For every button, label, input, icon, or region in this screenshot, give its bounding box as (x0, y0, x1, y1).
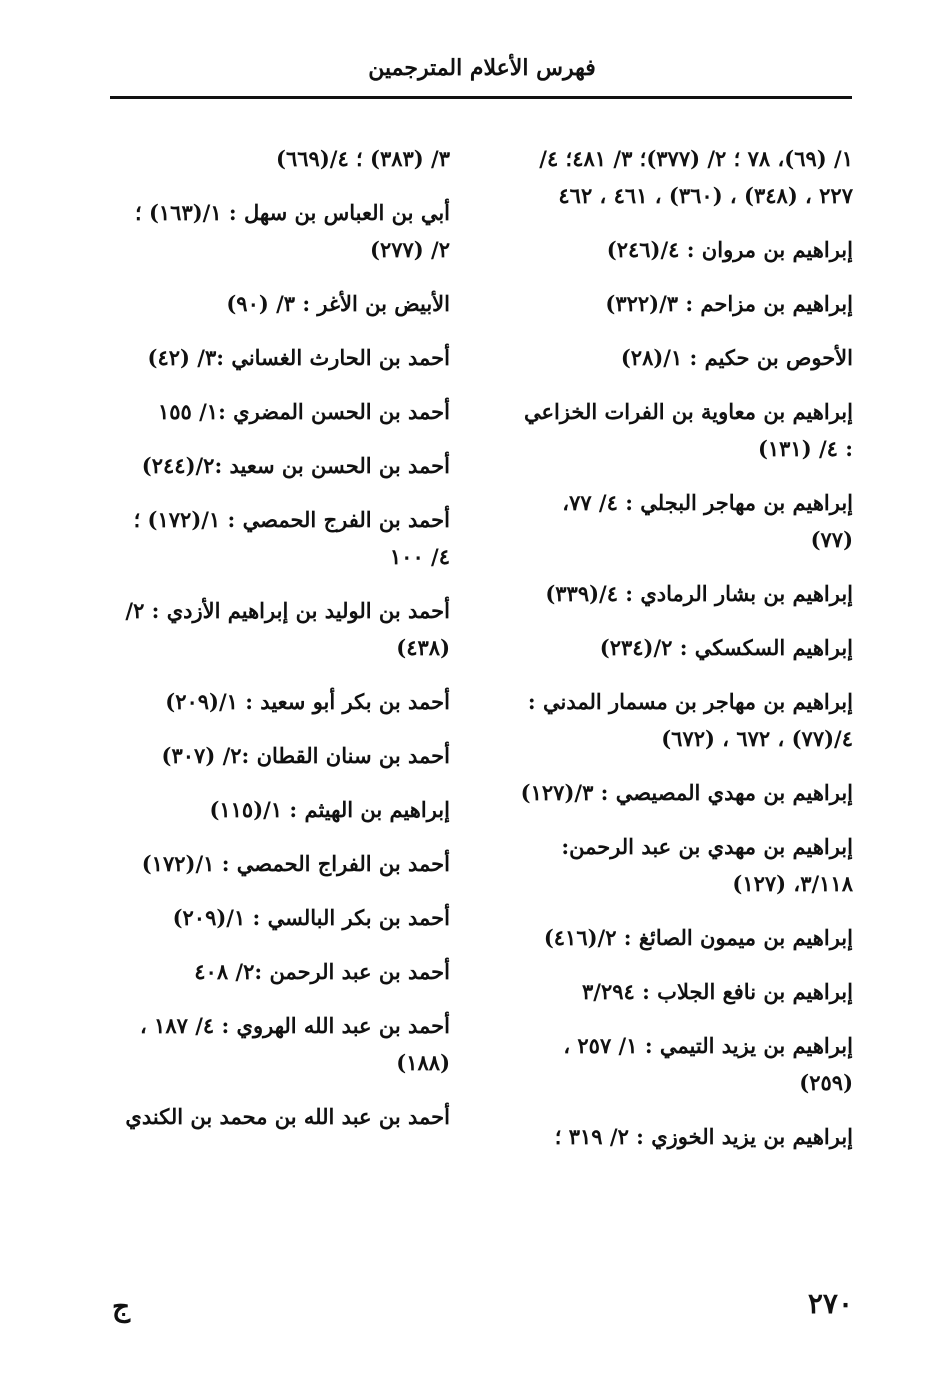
index-entry: أحمد بن عبد الله الهروي : ٤/ ١٨٧ ، (١٨٨) (139, 1013, 450, 1075)
index-entry: أحمد بن الفراج الحمصي : ١/(١٧٢) (141, 851, 450, 876)
index-entry: الأحوص بن حكيم : ١/(٢٨) (620, 345, 853, 370)
header-divider (110, 96, 852, 99)
index-entry: إبراهيم بن الهيثم : ١/(١١٥) (209, 797, 450, 822)
index-entry: أحمد بن الفرج الحمصي : ١/(١٧٢) ؛ ٤/ ١٠٠ (133, 507, 450, 569)
index-entry: إبراهيم بن يزيد التيمي : ١/ ٢٥٧ ، (٢٥٩) (563, 1033, 853, 1095)
index-entry: ٣/ (٣٨٣) ؛ ٤/(٦٦٩) (276, 146, 450, 171)
index-entry: إبراهيم بن مهاجر البجلي : ٤/ ٧٧، (٧٧) (562, 490, 853, 552)
index-entry: إبراهيم بن مهدي المصيصي : ٣/(١٢٧) (520, 780, 853, 805)
index-entry: أبي بن العباس بن سهل : ١/(١٦٣) ؛ ٢/ (٢٧٧) (134, 200, 450, 262)
index-entry: أحمد بن عبد الرحمن :٢/ ٤٠٨ (194, 959, 450, 984)
signature-mark: ج (112, 1290, 131, 1323)
index-column-left (110, 140, 450, 1152)
index-entry: إبراهيم بن يزيد الخوزي : ٢/ ٣١٩ ؛ (554, 1124, 853, 1149)
index-entry: أحمد بن الحارث الغساني :٣/ (٤٢) (147, 345, 450, 370)
page-title: فهرس الأعلام المترجمين (368, 55, 596, 81)
index-entry: إبراهيم بن مروان : ٤/(٢٤٦) (606, 237, 853, 262)
index-entry: أحمد بن عبد الله بن محمد بن الكندي (125, 1104, 450, 1129)
index-entry: أحمد بن الحسن بن سعيد :٢/(٢٤٤) (141, 453, 450, 478)
index-entry: إبراهيم بن مزاحم : ٣/(٣٢٢) (605, 291, 853, 316)
index-entry: أحمد بن بكر البالسي : ١/(٢٠٩) (172, 905, 450, 930)
index-entry: ١/ (٦٩)، ٧٨ ؛ ٢/ (٣٧٧)؛ ٣/ ٤٨١؛ ٤/ ٢٢٧ ، (٣٤٨) ، (٣٦٠) ، ٤٦١ ، ٤٦٢ (539, 146, 853, 208)
index-entry: إبراهيم بن نافع الجلاب : ٣/٢٩٤ (582, 979, 853, 1004)
index-entry: أحمد بن الحسن المضري :١/ ١٥٥ (157, 399, 450, 424)
index-entry: الأبيض بن الأغر : ٣/ (٩٠) (226, 291, 450, 316)
index-entry: إبراهيم السكسكي : ٢/(٢٣٤) (599, 635, 853, 660)
index-entry: أحمد بن الوليد بن إبراهيم الأزدي : ٢/ (٤٣٨) (125, 598, 450, 660)
index-entry: إبراهيم بن مهدي بن عبد الرحمن: ٣/١١٨، (١٢٧) (561, 834, 853, 896)
index-entry: أحمد بن بكر أبو سعيد : ١/(٢٠٩) (165, 689, 450, 714)
index-entry: إبراهيم بن بشار الرمادي : ٤/(٣٣٩) (545, 581, 853, 606)
index-entry: إبراهيم بن معاوية بن الفرات الخزاعي : ٤/ (١٣١) (523, 399, 853, 461)
page-number: ٢٧٠ (807, 1287, 853, 1320)
index-entry: إبراهيم بن ميمون الصائغ : ٢/(٤١٦) (543, 925, 853, 950)
index-entry: أحمد بن سنان القطان :٢/ (٣٠٧) (161, 743, 450, 768)
index-entry: إبراهيم بن مهاجر بن مسمار المدني : ٤/(٧٧) ، ٦٧٢ ، (٦٧٢) (527, 689, 853, 751)
index-column-right (513, 140, 853, 1172)
